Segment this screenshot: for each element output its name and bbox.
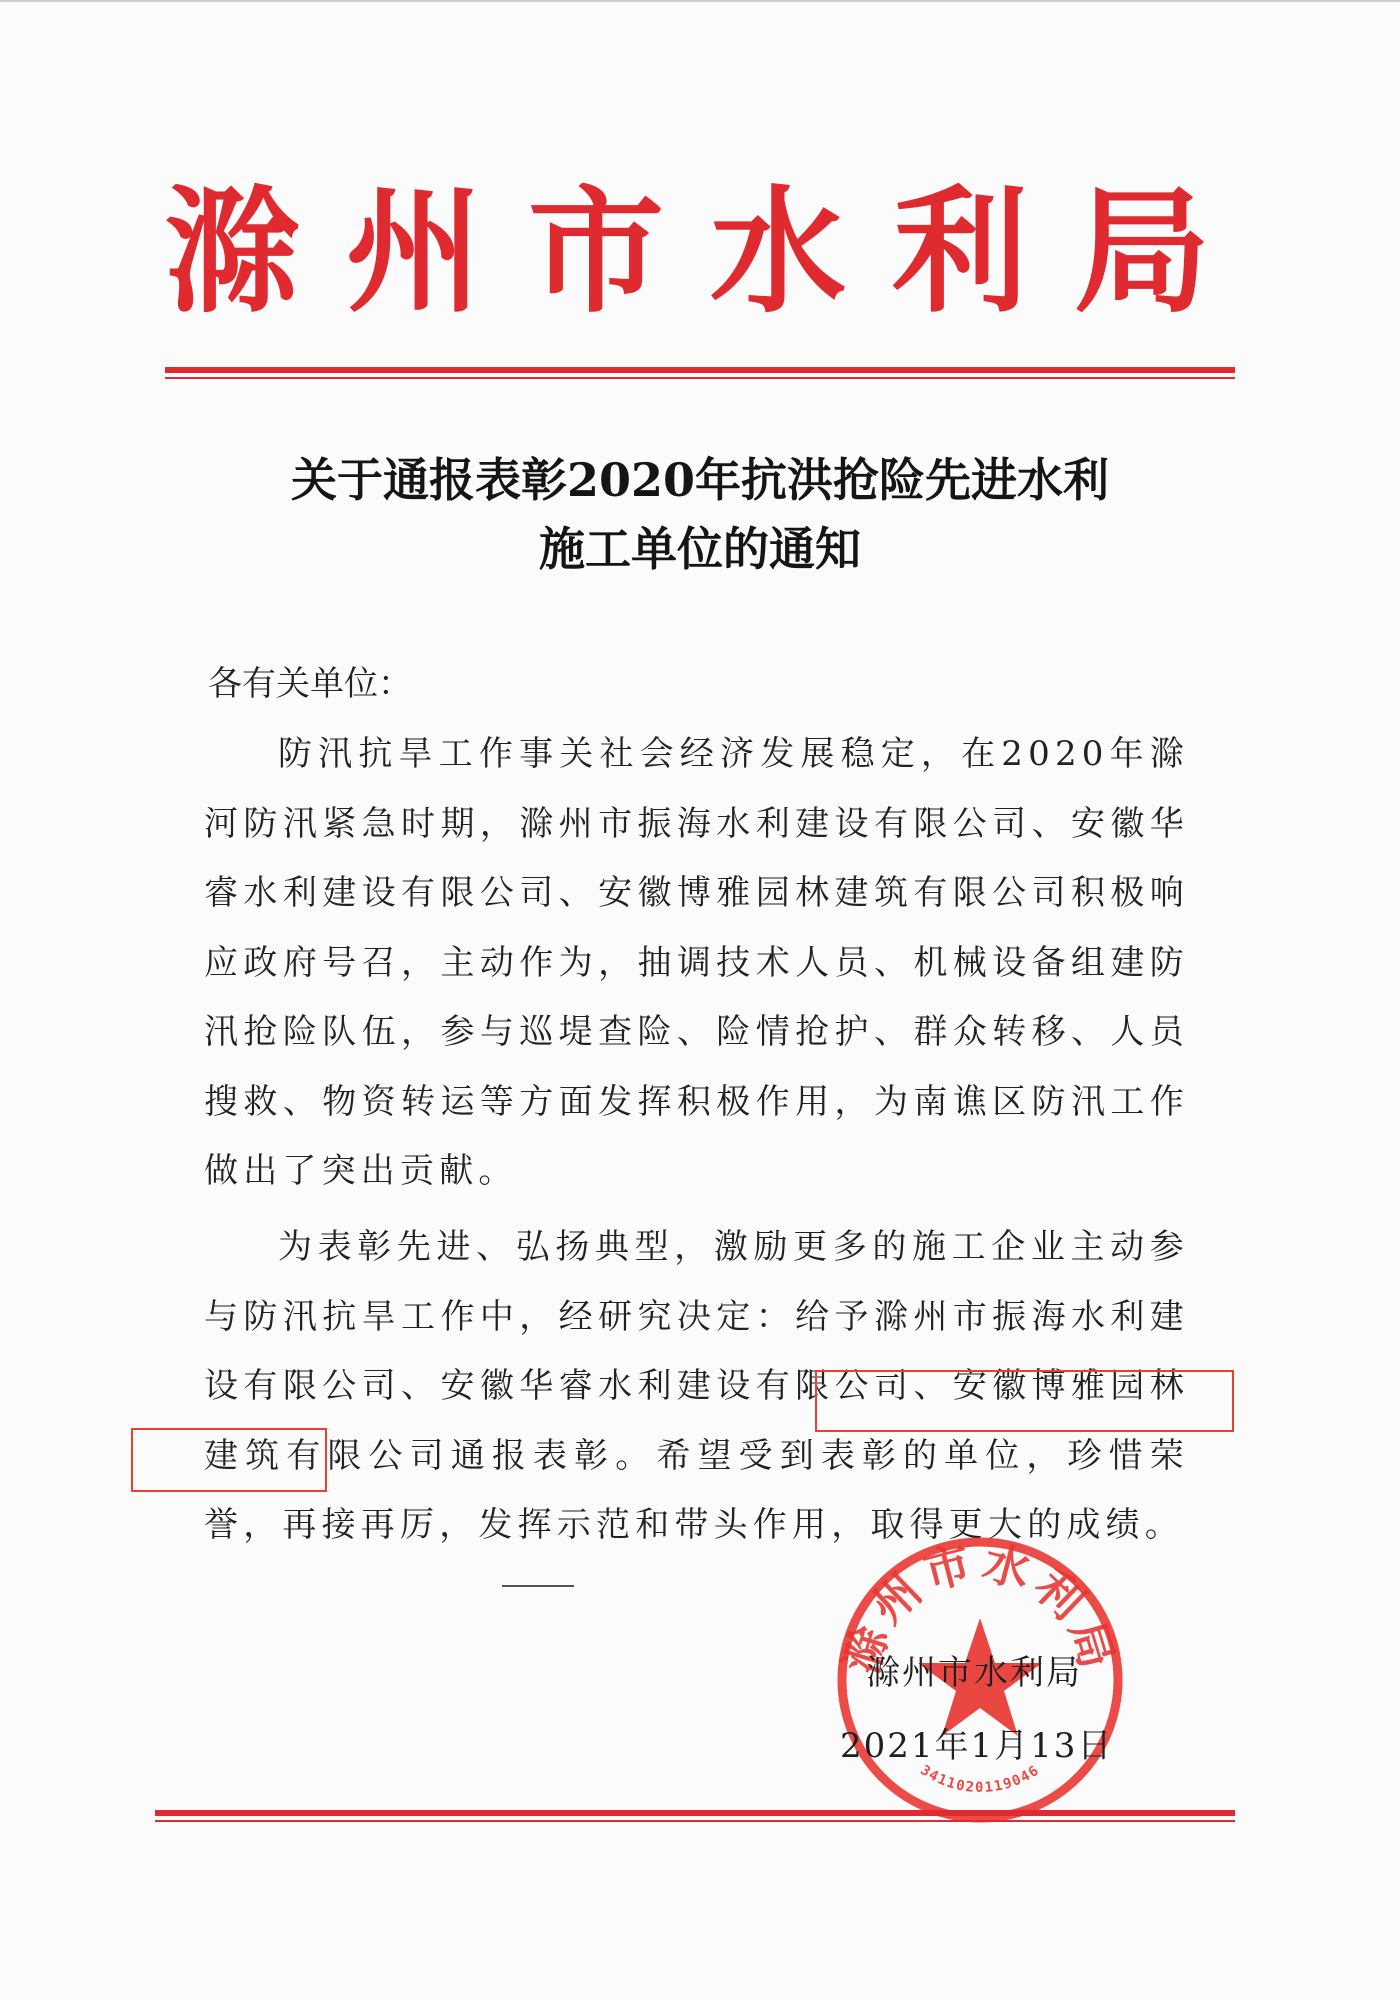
scan-edge xyxy=(0,0,1400,2)
salutation: 各有关单位： xyxy=(208,664,412,704)
seal-code-text: 3411020119046 xyxy=(917,1762,1043,1796)
footer-rule-thin xyxy=(155,1820,1235,1822)
seal-arc-text: 滁州市水利局 xyxy=(833,1534,1127,1680)
body-paragraph-1: 防汛抗旱工作事关社会经济发展稳定，在2020年滁河防汛紧急时期，滁州市振海水利建设有限公司、安徽华睿水利建设有限公司、安徽博雅园林建筑有限公司积极响应政府号召，主动作为，抽调技术人员、机械设备组建防汛抢险队伍，参与巡堤查险、险情抢护、群众转移、人员搜救、物资转运等方面发挥积极作用，为南谯区防汛工作做出了突出贡献。 xyxy=(204,734,1189,1191)
highlight-box-line-1 xyxy=(815,1370,1234,1432)
letterhead-rule xyxy=(165,367,1235,373)
signature-date: 2021年1月13日 xyxy=(840,1726,1114,1766)
highlight-box-line-2 xyxy=(131,1428,327,1492)
document-title-line-2: 施工单位的通知 xyxy=(539,522,861,576)
letterhead-rule-thin xyxy=(165,377,1235,379)
end-mark-line xyxy=(502,1585,574,1587)
footer-rule xyxy=(155,1810,1235,1816)
document-title-line-1: 关于通报表彰2020年抗洪抢险先进水利 xyxy=(290,453,1110,507)
signature-org: 滁州市水利局 xyxy=(866,1653,1082,1693)
letterhead-org-name: 滁州市水利局 xyxy=(164,174,1256,332)
body-paragraph-2: 为表彰先进、弘扬典型，激励更多的施工企业主动参与防汛抗旱工作中，经研究决定：给予滁州市振海水利建设有限公司、安徽华睿水利建设有限公司、安徽博雅园林建筑有限公司通报表彰。希望受到表彰的单位，珍惜荣誉，再接再厉，发挥示范和带头作用，取得更大的成绩。 xyxy=(204,1227,1189,1545)
